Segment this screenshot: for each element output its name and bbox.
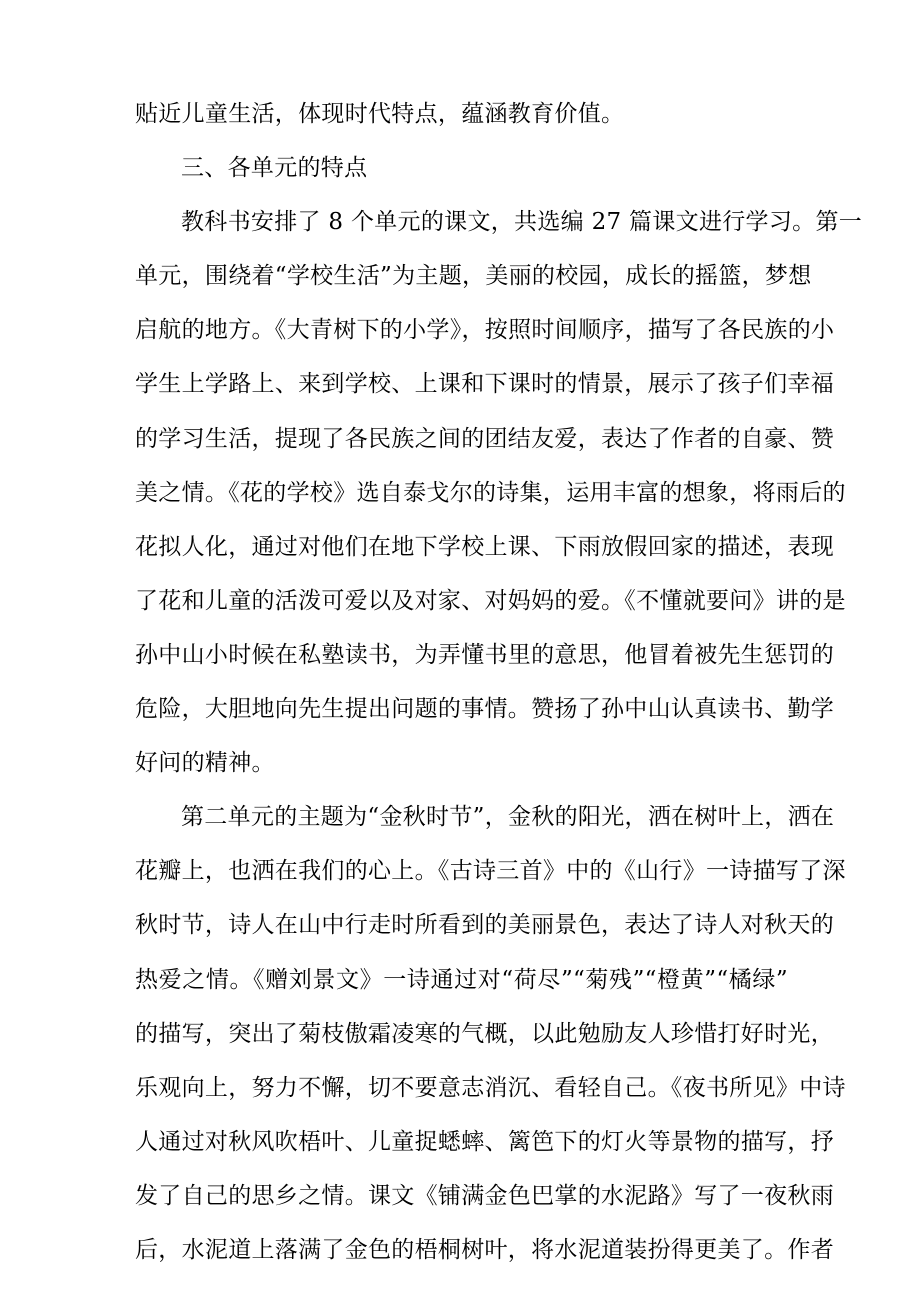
text-line: 了花和儿童的活泼可爱以及对家、对妈妈的爱。《不懂就要问》讲的是	[135, 587, 846, 614]
text-line: 单元，围绕着“学校生活”为主题，美丽的校园，成长的摇篮，梦想	[135, 263, 812, 290]
text-line: 孙中山小时候在私塾读书，为弄懂书里的意思，他冒着被先生惩罚的	[135, 641, 834, 668]
section-heading: 三、各单元的特点	[181, 155, 368, 182]
text-line: 贴近儿童生活，体现时代特点，蕴涵教育价值。	[135, 101, 625, 127]
text-line: 发了自己的思乡之情。课文《铺满金色巴掌的水泥路》写了一夜秋雨	[135, 1182, 834, 1209]
text-line: 教科书安排了 8 个单元的课文，共选编 27 篇课文进行学习。第一	[181, 209, 863, 236]
text-line: 第二单元的主题为“金秋时节”，金秋的阳光，洒在树叶上，洒在	[181, 804, 835, 831]
text-line: 后，水泥道上落满了金色的梧桐树叶，将水泥道装扮得更美了。作者	[135, 1236, 834, 1263]
text-line: 秋时节，诗人在山中行走时所看到的美丽景色，表达了诗人对秋天的	[135, 912, 834, 939]
text-line: 好问的精神。	[135, 750, 275, 777]
text-line: 学生上学路上、来到学校、上课和下课时的情景，展示了孩子们幸福	[135, 371, 834, 398]
text-line: 的学习生活，提现了各民族之间的团结友爱，表达了作者的自豪、赞	[135, 425, 834, 452]
text-line: 危险，大胆地向先生提出问题的事情。赞扬了孙中山认真读书、勤学	[135, 696, 834, 723]
text-line: 花拟人化，通过对他们在地下学校上课、下雨放假回家的描述，表现	[135, 533, 834, 560]
text-line: 启航的地方。《大青树下的小学》，按照时间顺序，描写了各民族的小	[135, 317, 835, 344]
text-line: 美之情。《花的学校》选自泰戈尔的诗集，运用丰富的想象，将雨后的	[135, 479, 846, 506]
text-line: 的描写，突出了菊枝傲霜凌寒的气概，以此勉励友人珍惜打好时光，	[135, 1020, 834, 1047]
text-line: 人通过对秋风吹梧叶、儿童捉蟋蟀、篱笆下的灯火等景物的描写，抒	[135, 1128, 834, 1155]
text-line: 花瓣上，也洒在我们的心上。《古诗三首》中的《山行》一诗描写了深	[135, 858, 846, 885]
text-line: 热爱之情。《赠刘景文》一诗通过对“荷尽”“菊残”“橙黄”“橘绿”	[135, 966, 788, 993]
text-line: 乐观向上，努力不懈，切不要意志消沉、看轻自己。《夜书所见》中诗	[135, 1074, 846, 1101]
